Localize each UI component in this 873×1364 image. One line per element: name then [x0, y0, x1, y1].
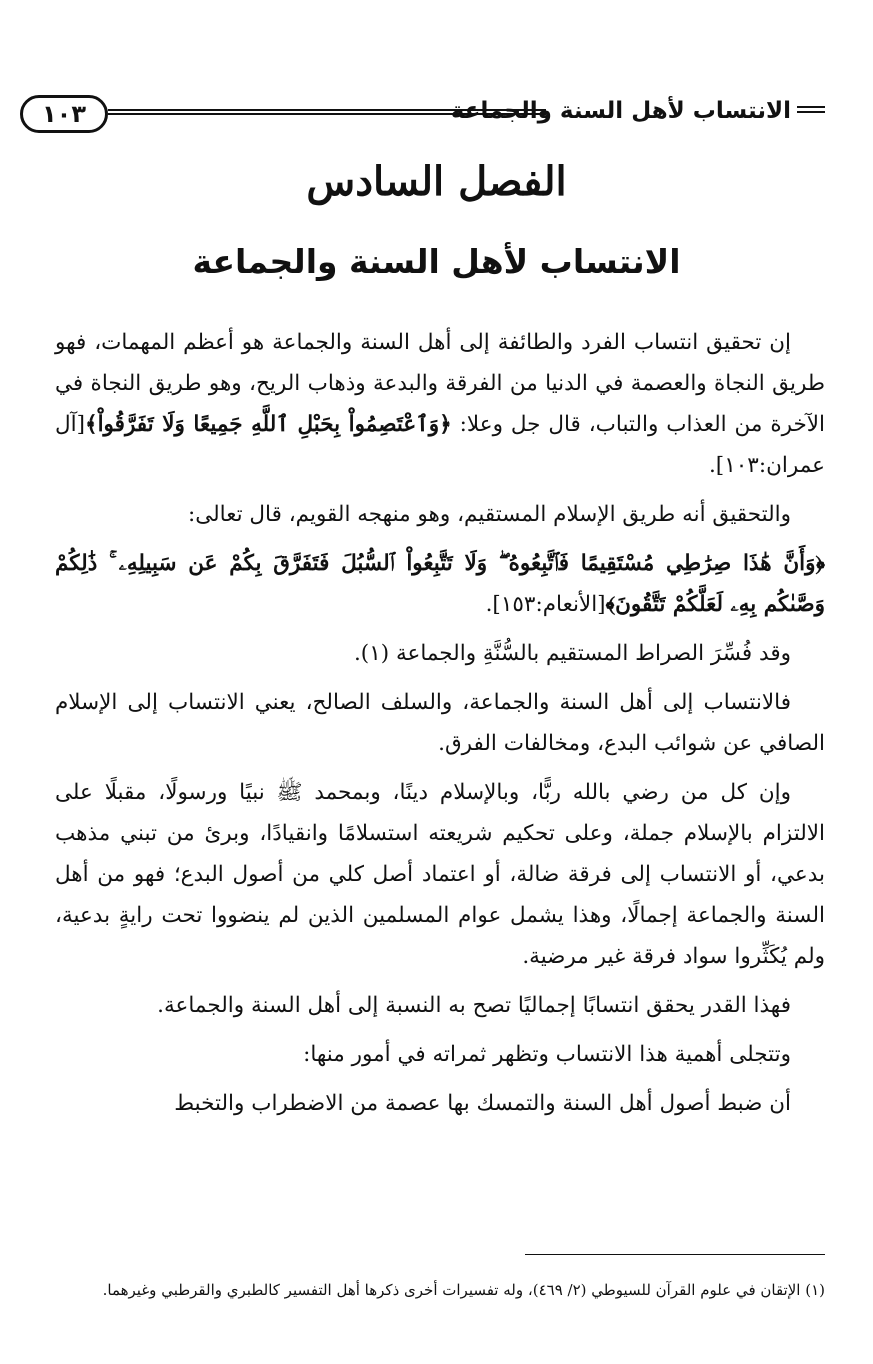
verse-reference: [الأنعام:١٥٣]. [485, 592, 606, 617]
paragraph [55, 494, 825, 535]
paragraph: وإن كل من رضي بالله ربًّا، وبالإسلام دينًا، وبمحمد ﷺ نبيًا ورسولًا، مقبلًا على الالتزام بالإسلام جملة، وعلى تحكيم شريعته استسلامًا وانقيادًا، وبرئ من تبني مذهب بدعي، أو الانتساب إلى فرقة ضالة، أو اعتماد أصل كلي من أصول البدع؛ فهو من أهل السنة والجماعة إجمالًا، وهذا يشمل عوام المسلمين الذين لم ينضووا تحت رايةٍ بدعية، ولم يُكَثِّروا سواد فرقة غير مرضية. [55, 780, 825, 969]
chapter-title: الانتساب لأهل السنة والجماعة [192, 242, 681, 281]
paragraph: أن ضبط أصول أهل السنة والتمسك بها عصمة من الاضطراب والتخبط [174, 1091, 791, 1116]
quran-verse: ﴿وَأَنَّ هَٰذَا صِرَٰطِي مُسْتَقِيمًا فَٱتَّبِعُوهُ ۖ وَلَا تَتَّبِعُواْ ٱلسُّبُلَ فَتَفَرَّقَ بِكُمْ عَن سَبِيلِهِۦ ۚ ذَٰلِكُمْ وَصَّىٰكُم بِهِۦ لَعَلَّكُمْ تَتَّقُونَ﴾ [55, 551, 825, 617]
running-header [20, 92, 825, 136]
verse-reference: [آل عمران:١٠٣]. [55, 412, 825, 478]
paragraph: فالانتساب إلى أهل السنة والجماعة، والسلف الصالح، يعني الانتساب إلى الإسلام الصافي عن شوائب البدع، ومخالفات الفرق. [55, 690, 825, 756]
chapter-label: الفصل السادس [306, 158, 567, 205]
paragraph [55, 322, 825, 486]
paragraph: فهذا القدر يحقق انتسابًا إجماليًا تصح به النسبة إلى أهل السنة والجماعة. [157, 993, 791, 1018]
footnote-divider [525, 1254, 825, 1255]
page-number: ١٠٣ [20, 95, 108, 133]
quran-block [55, 543, 825, 625]
paragraph: وقد فُسِّرَ الصراط المستقيم بالسُّنَّةِ والجماعة (١). [353, 641, 791, 666]
paragraph-text: إن تحقيق انتساب الفرد والطائفة إلى أهل السنة والجماعة هو أعظم المهمات، فهو طريق النجاة والعصمة في الدنيا من الفرقة والبدعة وذهاب الريح، وهو طريق النجاة في الآخرة من العذاب والتباب، قال جل وعلا: [55, 330, 825, 437]
quran-verse: ﴿وَٱعْتَصِمُواْ بِحَبْلِ ٱللَّهِ جَمِيعًا وَلَا تَفَرَّقُواْ﴾ [84, 412, 452, 437]
footnote: (١) الإتقان في علوم القرآن للسيوطي (٢/ ٤٦٩)، وله تفسيرات أخرى ذكرها أهل التفسير كالطبري والقرطبي وغيرهما. [102, 1281, 825, 1299]
paragraph-text: والتحقيق أنه طريق الإسلام المستقيم، وهو منهجه القويم، قال تعالى: [187, 502, 791, 527]
running-title: الانتساب لأهل السنة والجماعة [450, 98, 791, 124]
header-ornament-icon [797, 106, 825, 118]
body-text [55, 322, 825, 1132]
paragraph: وتتجلى أهمية هذا الانتساب وتظهر ثمراته في أمور منها: [303, 1042, 791, 1067]
